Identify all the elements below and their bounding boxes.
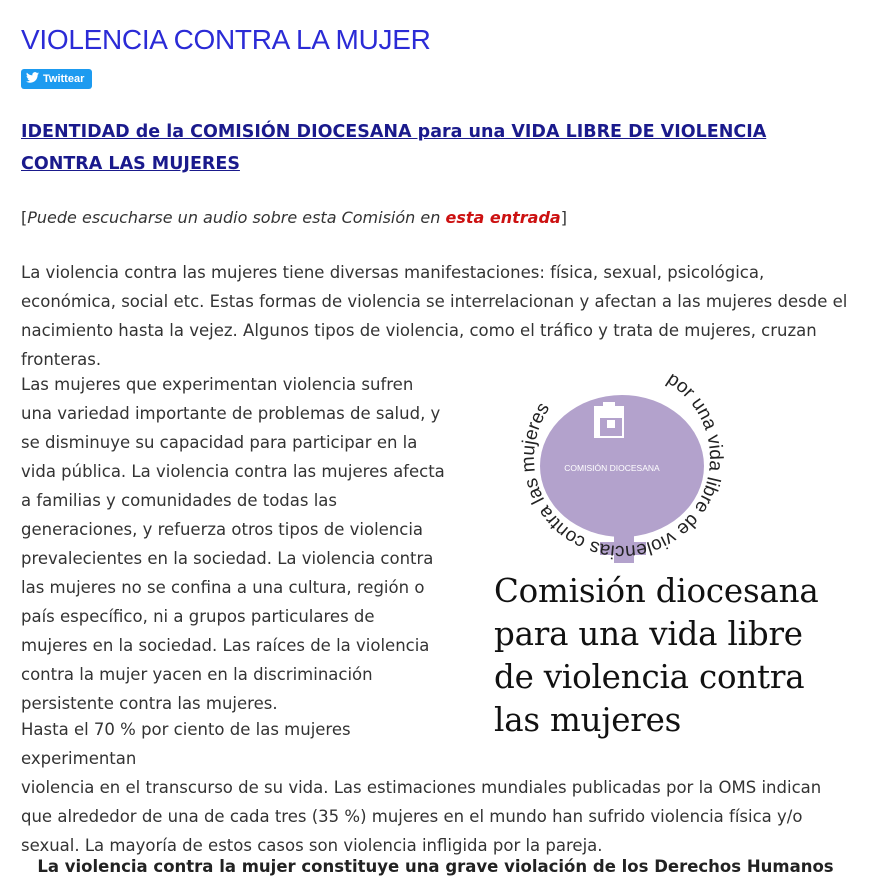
audio-note-text: Puede escucharse un audio sobre esta Comisión en [27, 208, 441, 227]
logo-caption: Comisión diocesana para una vida libre de violencia contra las mujeres [494, 572, 819, 739]
paragraph-manifestations: La violencia contra las mujeres tiene diversas manifestaciones: física, sexual, psicológica, económica, social etc. Estas formas de violencia se interrelacionan y afectan a las mujeres desde el nacimiento hasta la vejez. Algunos tipos de violencia, como el tráfico y trata de mujeres, cruzan fronteras. [21, 263, 848, 369]
svg-text:COMISIÓN DIOCESANA: COMISIÓN DIOCESANA [564, 463, 660, 473]
tweet-button[interactable] [21, 69, 92, 89]
twitter-bird-icon [26, 72, 39, 86]
audio-entry-link[interactable]: esta entrada [445, 208, 561, 227]
page-title: VIOLENCIA CONTRA LA MUJER [21, 24, 431, 55]
closing-statement: La violencia contra la mujer constituye una grave violación de los Derechos Humanos [37, 857, 834, 876]
commission-heading-link[interactable]: IDENTIDAD de la COMISIÓN DIOCESANA para una VIDA LIBRE DE VIOLENCIA CONTRA LAS MUJERES [21, 122, 767, 174]
audio-note: [Puede escucharse un audio sobre esta Comisión en esta entrada] [21, 208, 567, 227]
commission-logo-image [488, 370, 848, 740]
logo-ring-text: por una vida libre de violencias contra las mujeres [517, 370, 727, 563]
paragraph-health: Las mujeres que experimentan violencia sufren una variedad importante de problemas de salud, y se disminuye su capacidad para participar en la vida pública. La violencia contra las mujeres afecta a familias y comunidades de todas las generaciones, y refuerza otros tipos de violencia prevalecientes en la sociedad. La violencia contra las mujeres no se confina a una cultura, región o país específico, ni a grupos particulares de mujeres en la sociedad. Las raíces de la violencia contra la mujer yacen en la discriminación persistente contra las mujeres. [21, 375, 445, 713]
paragraph-statistics: Hasta el 70 % por ciento de las mujeres experimentan violencia en el transcurso de su vida. Las estimaciones mundiales publicadas por la OMS indican que alrededor de una de cada tres (35 %) mujeres en el mundo han sufrido violencia física y/o sexual. La mayoría de estos casos son violencia infligida por la pareja. [21, 720, 822, 855]
venus-logo-icon [488, 370, 848, 570]
tweet-label: Twittear [43, 73, 85, 85]
